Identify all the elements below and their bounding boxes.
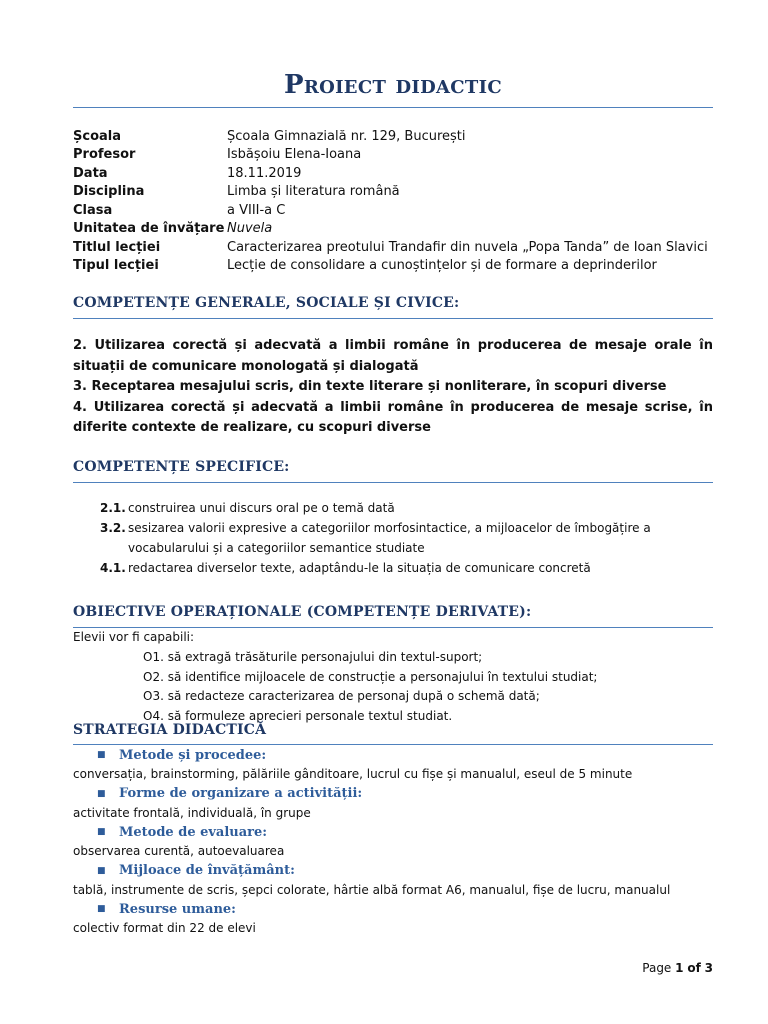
strategy-item-title: Metode de evaluare:	[119, 824, 268, 840]
objectives-list	[143, 648, 597, 726]
info-label: Data	[73, 165, 108, 181]
info-label: Unitatea de învățare	[73, 221, 225, 237]
page-word: Page	[642, 961, 672, 975]
info-value: Lecție de consolidare a cunoștințelor și de formare a deprinderilor	[227, 258, 657, 274]
competence-text: construirea unui discurs oral pe o temă dată	[128, 501, 395, 515]
info-label: Titlul lecției	[73, 239, 161, 255]
info-value: Școala Gimnazială nr. 129, București	[227, 128, 466, 144]
strategy-item-text: conversația, brainstorming, pălăriile gânditoare, lucrul cu fișe și manualul, eseul de 5 minute	[73, 767, 633, 781]
strategy-item-text: tablă, instrumente de scris, șepci colorate, hârtie albă format A6, manualul, fișe de lucru, manualul	[73, 882, 671, 897]
section-divider	[73, 318, 713, 319]
objective-item: O1. să extragă trăsăturile personajului din textul-suport;	[143, 650, 483, 664]
of-word: of	[687, 961, 701, 975]
info-row-unit	[73, 220, 713, 239]
strategy-item-text: observarea curentă, autoevaluarea	[73, 844, 285, 858]
objective-item: O2. să identifice mijloacele de construcție a personajului în textului studiat;	[143, 669, 598, 684]
square-bullet-icon: ■	[97, 904, 106, 914]
strategy-item-title: Forme de organizare a activității:	[119, 786, 363, 801]
current-page: 1	[675, 961, 684, 975]
strategy-item-title: Resurse umane:	[119, 901, 236, 917]
competence-item: 4. Utilizarea corectă și adecvată a limbii române în producerea de mesaje scrise, în diferite contexte de realizare, cu scopuri diverse	[73, 399, 713, 435]
info-row-school	[73, 127, 713, 146]
info-label: Disciplina	[73, 184, 145, 200]
competence-number: 4.1.	[100, 561, 126, 575]
strategy-item	[73, 784, 713, 823]
info-row-teacher	[73, 146, 713, 165]
info-row-lesson-title	[73, 238, 713, 257]
strategy-item-title: Mijloace de învățământ:	[119, 863, 295, 878]
info-value: 18.11.2019	[227, 165, 302, 181]
strategy-list	[73, 745, 713, 938]
square-bullet-icon: ■	[97, 788, 106, 799]
objective-item: O4. să formuleze aprecieri personale textul studiat.	[143, 708, 453, 723]
strategy-heading: STRATEGIA DIDACTICĂ	[73, 722, 267, 738]
page-title: Proiect didactic	[284, 70, 502, 100]
strategy-item	[73, 899, 713, 938]
info-row-subject	[73, 183, 713, 202]
strategy-item-text: colectiv format din 22 de elevi	[73, 921, 256, 935]
general-competences-heading: COMPETENȚE GENERALE, SOCIALE ȘI CIVICE:	[73, 295, 460, 311]
objectives-intro: Elevii vor fi capabili:	[73, 630, 195, 644]
title-divider	[73, 107, 713, 108]
info-value: Limba și literatura română	[227, 184, 400, 200]
general-competences-list	[73, 336, 713, 439]
objectives-heading: OBIECTIVE OPERAȚIONALE (COMPETENȚE DERIVATE):	[73, 604, 532, 620]
specific-competences-list	[100, 498, 713, 578]
info-value: Isbășoiu Elena-Ioana	[227, 147, 362, 163]
section-divider	[73, 627, 713, 628]
strategy-item-text: activitate frontală, individuală, în grupe	[73, 805, 311, 820]
page-number	[642, 961, 713, 975]
strategy-item	[73, 861, 713, 900]
competence-text: redactarea diverselor texte, adaptându-le la situația de comunicare concretă	[128, 561, 591, 575]
square-bullet-icon: ■	[97, 865, 106, 876]
info-value: Caracterizarea preotului Trandafir din nuvela „Popa Tanda” de Ioan Slavici	[227, 239, 708, 255]
competence-item: 3. Receptarea mesajului scris, din texte literare și nonliterare, în scopuri diverse	[73, 379, 667, 394]
competence-number: 2.1.	[100, 501, 126, 515]
lesson-info-table	[73, 127, 713, 275]
info-label: Clasa	[73, 202, 113, 218]
competence-text: sesizarea valorii expresive a categoriilor morfosintactice, a mijloacelor de îmbogățire a vocabularului și a categoriilor semantice studiate	[128, 521, 651, 555]
competence-number: 3.2.	[100, 521, 126, 535]
competence-item	[100, 498, 713, 518]
info-row-date	[73, 164, 713, 183]
info-value: Nuvela	[227, 221, 273, 237]
strategy-item	[73, 745, 713, 784]
competence-item	[100, 558, 713, 578]
info-value: a VIII-a C	[227, 202, 286, 218]
specific-competences-heading: COMPETENȚE SPECIFICE:	[73, 459, 290, 475]
section-divider	[73, 482, 713, 483]
strategy-item-title: Metode și procedee:	[119, 747, 267, 763]
competence-item: 2. Utilizarea corectă și adecvată a limbii române în producerea de mesaje orale în situații de comunicare monologată și dialogată	[73, 338, 713, 374]
info-row-lesson-type	[73, 257, 713, 276]
square-bullet-icon: ■	[97, 750, 106, 760]
objective-item: O3. să redacteze caracterizarea de personaj după o schemă dată;	[143, 689, 540, 703]
info-label: Tipul lecției	[73, 258, 159, 274]
square-bullet-icon: ■	[97, 827, 106, 837]
total-pages: 3	[704, 961, 713, 975]
strategy-item	[73, 822, 713, 861]
competence-item	[100, 518, 713, 558]
info-row-class	[73, 201, 713, 220]
info-label: Școala	[73, 128, 122, 144]
info-label: Profesor	[73, 147, 136, 163]
